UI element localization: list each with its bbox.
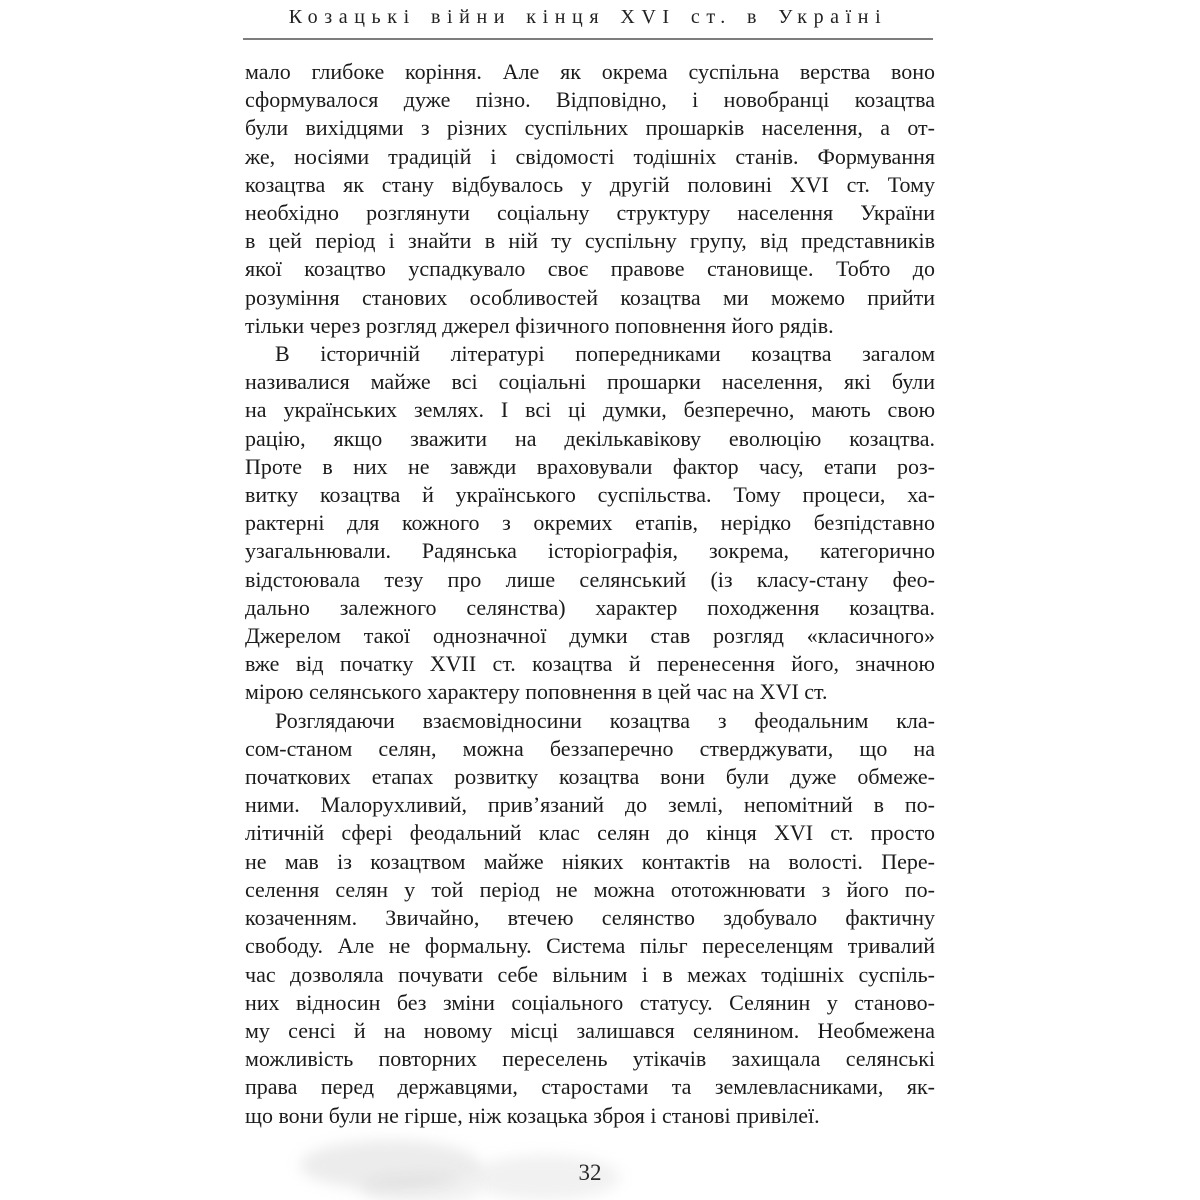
text-line: початкових етапах розвитку козацтва вони були дуже обмеже- <box>245 764 935 790</box>
text-line: час дозволяла почувати себе вільним і в межах тодішніх суспіль- <box>245 961 935 987</box>
text-line: сом-станом селян, можна беззаперечно стверджувати, що на <box>245 735 935 761</box>
running-head-title: Козацькі війни кінця XVI ст. в Україні <box>288 6 888 28</box>
text-line: на українських землях. І всі ці думки, безперечно, мають свою <box>245 397 935 423</box>
text-line: тільки через розгляд джерел фізичного поповнення його рядів. <box>245 312 834 338</box>
text-line: витку козацтва й українського суспільства. Тому процеси, ха- <box>245 482 935 508</box>
text-line: Проте в них не завжди враховували фактор часу, етапи роз- <box>245 453 935 479</box>
text-line: називалися майже всі соціальні прошарки населення, які були <box>245 369 935 395</box>
text-line: козацтва як стану відбувалось у другій половині XVI ст. Тому <box>245 171 935 197</box>
text-line: же, носіями традицій і свідомості тодішніх станів. Формування <box>245 143 935 169</box>
text-line: Розглядаючи взаємовідносини козацтва з феодальним кла- <box>275 707 935 733</box>
text-line: селення селян у той період не можна ототожнювати з його по- <box>245 876 935 902</box>
page-number: 32 <box>578 1160 602 1185</box>
text-line: розуміння станових особливостей козацтва ми можемо прийти <box>245 284 935 310</box>
text-line: рацію, якщо зважити на декількавікову еволюцію козацтва. <box>245 425 935 451</box>
body-text <box>245 58 935 1130</box>
text-line: ними. Малорухливий, прив’язаний до землі, непомітний в по- <box>245 792 935 818</box>
text-line: необхідно розглянути соціальну структуру населення України <box>245 200 935 226</box>
text-line: літичній сфері феодальний клас селян до кінця XVI ст. просто <box>245 820 935 846</box>
text-line: мало глибоке коріння. Але як окрема суспільна верства воно <box>245 59 935 84</box>
text-line: дально залежного селянства) характер походження козацтва. <box>245 594 935 620</box>
text-line: вже від початку XVII ст. козацтва й перенесення його, значною <box>245 651 935 677</box>
text-line: В історичній літературі попередниками козацтва загалом <box>275 341 935 367</box>
text-line: козаченням. Звичайно, втечею селянство здобувало фактичну <box>245 905 935 931</box>
text-line: якої козацтво успадкувало своє правове становище. Тобто до <box>245 256 935 282</box>
text-line: що вони були не гірше, ніж козацька зброя і станові привілеї. <box>245 1102 820 1128</box>
text-line: відстоювала тезу про лише селянський (із класу-стану фео- <box>245 566 935 592</box>
text-line: свободу. Але не формальну. Система пільг переселенцям тривалий <box>245 933 935 959</box>
paragraph <box>245 707 935 1130</box>
text-line: Джерелом такої однозначної думки став розгляд «класичного» <box>245 623 935 649</box>
header-rule <box>243 38 933 40</box>
paragraph <box>245 340 935 707</box>
text-line: були вихідцями з різних суспільних прошарків населення, а от- <box>245 115 935 141</box>
text-line: не мав із козацтвом майже ніяких контактів на волості. Пере- <box>245 848 935 874</box>
paragraph <box>245 58 935 340</box>
text-line: мірою селянського характеру поповнення в цей час на XVI ст. <box>245 679 828 705</box>
text-line: них відносин без зміни соціального статусу. Селянин у станово- <box>245 989 935 1015</box>
text-line: сформувалося дуже пізно. Відповідно, і новобранці козацтва <box>245 87 935 113</box>
text-line: узагальнювали. Радянська історіографія, зокрема, категорично <box>245 538 935 564</box>
text-line: му сенсі й на новому місці залишався селянином. Необмежена <box>245 1017 935 1043</box>
text-line: права перед державцями, старостами та землевласниками, як- <box>245 1074 935 1100</box>
text-line: можливість повторних переселень утікачів захищала селянські <box>245 1046 935 1072</box>
text-line: рактерні для кожного з окремих етапів, нерідко безпідставно <box>245 510 935 536</box>
text-line: в цей період і знайти в ній ту суспільну групу, від представників <box>245 228 935 254</box>
